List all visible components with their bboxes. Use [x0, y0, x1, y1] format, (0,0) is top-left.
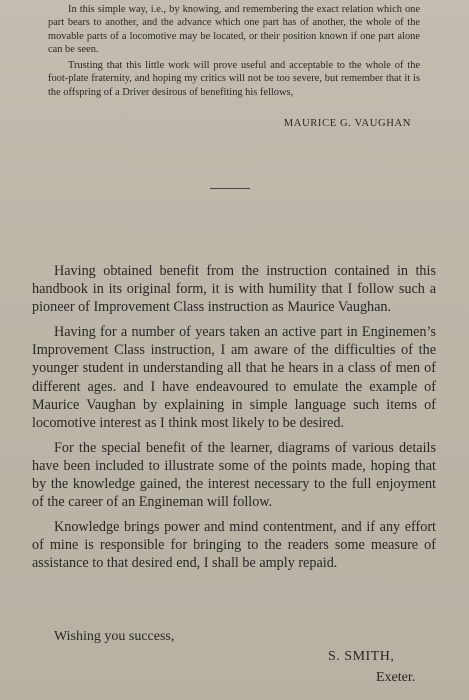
closing-salutation: Wishing you success, [54, 629, 175, 644]
preface-paragraph-1: In this simple way, i.e., by knowing, and remembering the exact relation which one part bears to another, and the advance which one part has of another, the whole of the movable parts of a locomotive may be located, or their position known if one part alone can be seen. [48, 4, 420, 55]
preface-paragraph-2: Trusting that this little work will prove useful and acceptable to the whole of the foot-plate fraternity, and hoping my critics will not be too severe, but remember that it is the offspring of a Driver desirous of benefiting his fellows, [48, 60, 420, 98]
preface-signature: MAURICE G. VAUGHAN [283, 118, 411, 129]
foreword-paragraph-3: For the special benefit of the learner, diagrams of various details have been included to illustrate some of the points made, hoping that by the knowledge gained, the interest necessary to the full enjoyment of the career of an Engineman will follow. [32, 439, 436, 511]
signature-place: Exeter. [376, 670, 416, 685]
foreword-paragraph-1: Having obtained benefit from the instruction contained in this handbook in its original form, it is with humility that I follow such a pioneer of Improvement Class instruction as Maurice Vaughan. [32, 263, 436, 316]
foreword-signature: S. SMITH, [328, 649, 395, 664]
preface-text [48, 3, 420, 99]
foreword-paragraph-4: Knowledge brings power and mind contentment, and if any effort of mine is responsible for bringing to the readers some measure of assistance to that desired end, I shall be amply repaid. [32, 519, 436, 572]
foreword-text [32, 262, 436, 573]
section-divider [210, 188, 250, 189]
foreword-paragraph-2: Having for a number of years taken an active part in Enginemen’s Improvement Class instruction, I am aware of the difficulties of the younger student in understanding all that he hears in a class of men of different ages. and I have endeavoured to emulate the example of Maurice Vaughan by explaining in simple language such items of locomotive interest as I think most likely to be desired. [32, 324, 436, 431]
